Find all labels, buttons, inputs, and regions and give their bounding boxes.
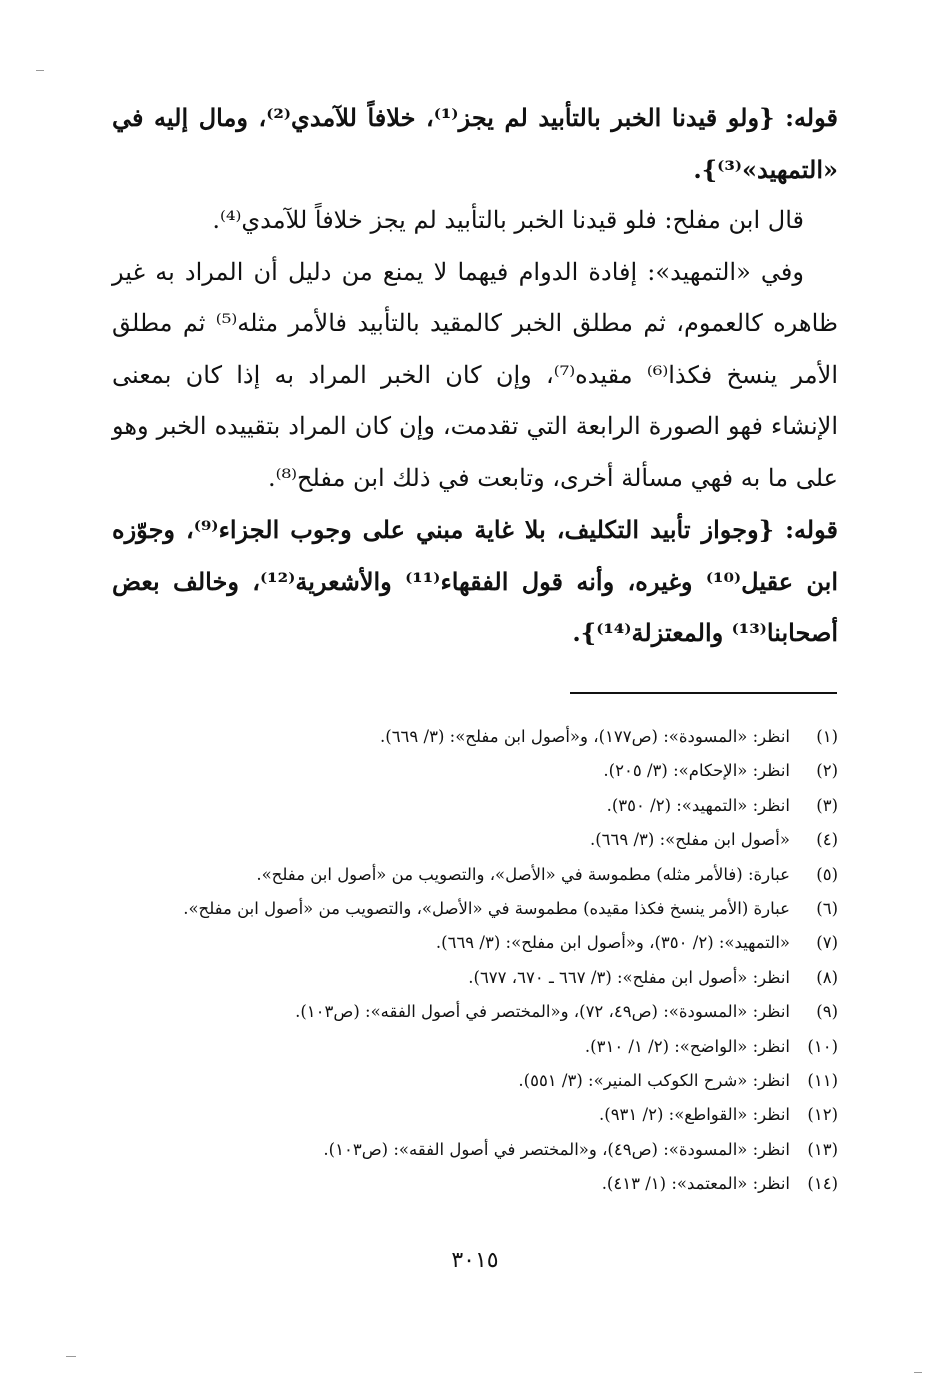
footnote-number: (٦) — [816, 899, 838, 919]
footnote-number: (٨) — [816, 967, 838, 987]
footnote — [112, 754, 838, 788]
scan-speck — [914, 1372, 922, 1373]
footnote-text: «أصول ابن مفلح»: (٣/ ٦٦٩). — [589, 830, 790, 850]
footnote-text: عبارة: (فالأمر مثله) مطموسة في «الأصل»، والتصويب من «أصول ابن مفلح». — [256, 864, 790, 884]
footnote-text: انظر: «القواطع»: (٢/ ٩٣١). — [599, 1105, 790, 1125]
footnote-number: (٧) — [816, 933, 838, 953]
footnote-number: (١٣) — [807, 1139, 838, 1159]
scan-speck — [36, 70, 44, 71]
main-text — [112, 92, 838, 659]
footnote-number: (١٠) — [807, 1036, 838, 1056]
footnote-text: انظر: «الواضح»: (٢/ ١/ ٣١٠). — [584, 1036, 790, 1056]
footnote-number: (٥) — [816, 864, 838, 884]
footnote — [112, 926, 838, 960]
paragraph-ibn-muflih: قال ابن مفلح: فلو قيدنا الخبر بالتأبيد لم يجز خلافاً للآمدي⁽⁴⁾. — [212, 206, 804, 234]
footnote — [112, 995, 838, 1029]
footnote-text: «التمهيد»: (٢/ ٣٥٠)، و«أصول ابن مفلح»: (٣/ ٦٦٩). — [435, 933, 790, 953]
footnote — [112, 858, 838, 892]
footnote-number: (١١) — [807, 1071, 838, 1091]
footnote-text: انظر: «أصول ابن مفلح»: (٣/ ٦٦٧ ـ ٦٧٠، ٦٧٧). — [468, 967, 790, 987]
footnote-text: انظر: «المسودة»: (ص١٧٧)، و«أصول ابن مفلح»: (٣/ ٦٦٩). — [380, 727, 790, 746]
footnote-number: (١٢) — [807, 1105, 838, 1125]
footnote — [112, 789, 838, 823]
footnote — [112, 1133, 838, 1167]
footnote — [112, 823, 838, 857]
footnote — [112, 961, 838, 995]
footnote-separator — [570, 692, 837, 694]
scan-speck — [66, 1356, 76, 1357]
footnote — [112, 1030, 838, 1064]
footnote — [112, 1167, 838, 1201]
page-number: ٣٠١٥ — [451, 1248, 499, 1273]
footnote-text: انظر: «المسودة»: (ص٤٩، ٧٢)، و«المختصر في أصول الفقه»: (ص١٠٣). — [295, 1002, 790, 1022]
footnote — [112, 892, 838, 926]
footnote — [112, 720, 838, 754]
paragraph-quote-2: قوله: {وجواز تأبيد التكليف، بلا غاية مبني على وجوب الجزاء⁽⁹⁾، وجوّزه ابن عقيل⁽¹⁰⁾ وغيره، وأنه قول الفقهاء⁽¹¹⁾ والأشعرية⁽¹²⁾، وخالف بعض أصحابنا⁽¹³⁾ والمعتزلة⁽¹⁴⁾}. — [112, 515, 839, 647]
footnote-text: انظر: «شرح الكوكب المنير»: (٣/ ٥٥١). — [518, 1071, 790, 1091]
footnote-number: (٩) — [816, 1002, 838, 1022]
paragraph-tamhid: وفي «التمهيد»: إفادة الدوام فيهما لا يمنع من دليل أن المراد به غير ظاهره كالعموم، ثم مطلق الخبر كالمقيد بالتأبيد فالأمر مثله⁽⁵⁾ ثم مطلق الأمر ينسخ فكذا⁽⁶⁾ مقيده⁽⁷⁾، وإن كان الخبر المراد به إذا كان بمعنى الإنشاء فهو الصورة الرابعة التي تقدمت، وإن كان المراد بتقييده الخبر وهو على ما به فهي مسألة أخرى، وتابعت في ذلك ابن مفلح⁽⁸⁾. — [112, 257, 839, 492]
footnote-text: انظر: «الإحكام»: (٣/ ٢٠٥). — [603, 761, 790, 781]
footnote — [112, 1064, 838, 1098]
footnote-text: انظر: «المعتمد»: (١/ ٤١٣). — [601, 1174, 790, 1194]
footnote-number: (٢) — [816, 761, 838, 781]
footnotes — [112, 720, 838, 1202]
footnote-text: انظر: «المسودة»: (ص٤٩)، و«المختصر في أصول الفقه»: (ص١٠٣). — [323, 1139, 790, 1159]
footnote-text: انظر: «التمهيد»: (٢/ ٣٥٠). — [606, 795, 790, 815]
footnote-number: (١) — [816, 727, 838, 746]
footnote-number: (٣) — [816, 795, 838, 815]
footnote-text: عبارة (الأمر ينسخ فكذا مقيده) مطموسة في «الأصل»، والتصويب من «أصول ابن مفلح». — [183, 899, 790, 919]
footnote — [112, 1098, 838, 1132]
paragraph-quote-1: قوله: {ولو قيدنا الخبر بالتأبيد لم يجز⁽¹⁾، خلافاً للآمدي⁽²⁾، ومال إليه في «التمهيد»⁽³⁾}. — [112, 103, 838, 184]
footnote-number: (٤) — [816, 830, 838, 850]
footnote-number: (١٤) — [807, 1174, 838, 1194]
